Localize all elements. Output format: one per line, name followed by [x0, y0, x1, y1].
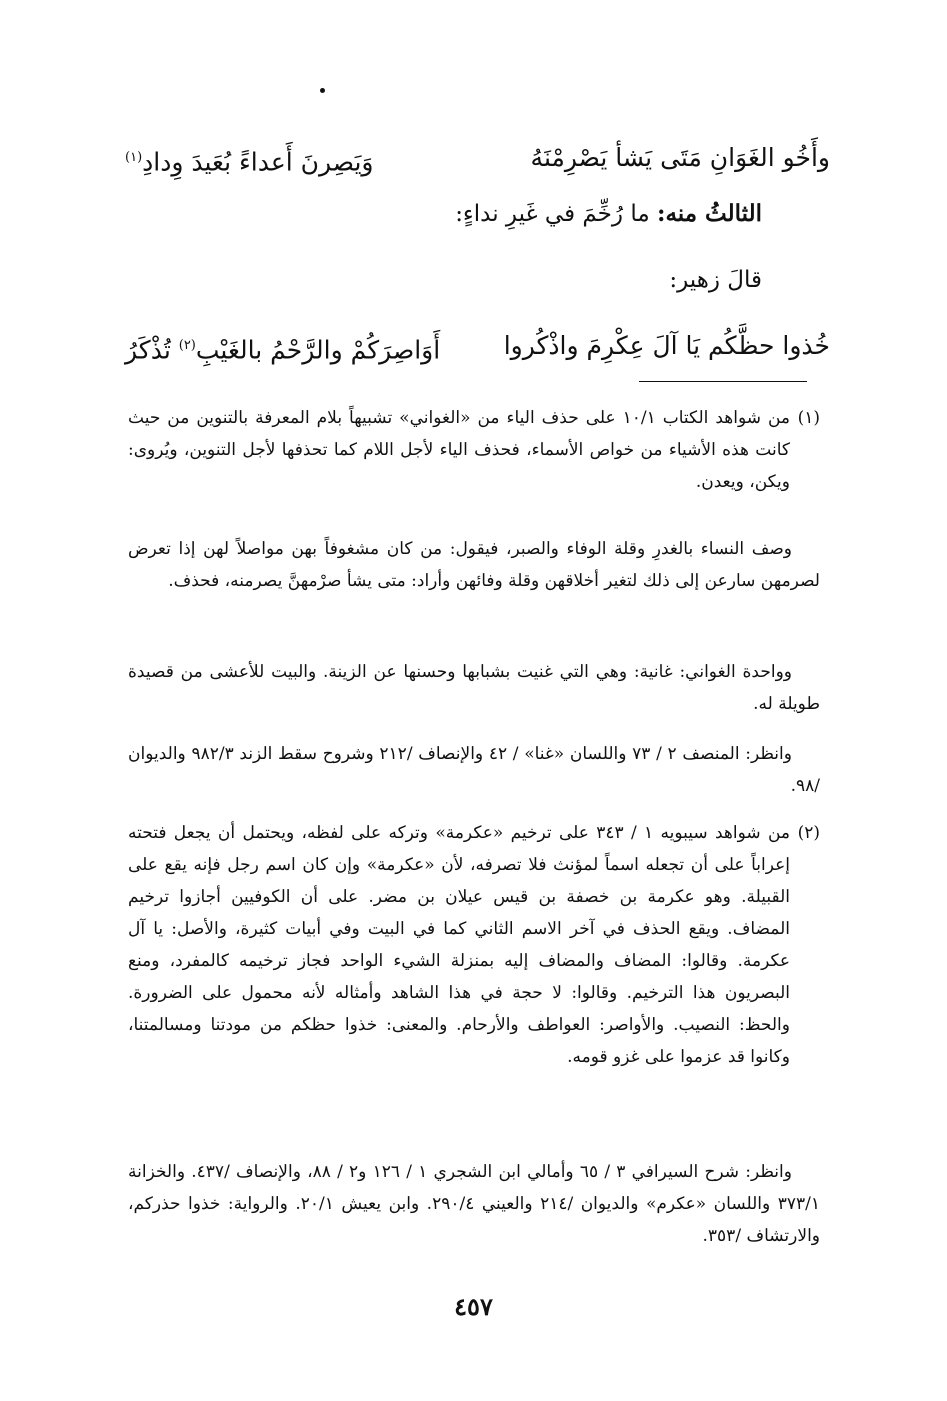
verse-1-second-hemistich: [125, 138, 374, 182]
verse-1-first-hemistich: [531, 138, 830, 178]
footnote-1-text: من شواهد الكتاب ١٠/١ على حذف الياء من «الغواني» تشبيهاً بلام المعرفة بالتنوين من حيث كانت هذه الأشياء من خواص الأسماء، فحذف الياء لأجل اللام كما تحذفها لأجل التنوين، ويُروى: ويكن، ويعدن.: [128, 408, 790, 492]
footnote-separator: [639, 381, 807, 382]
footnote-1: [128, 402, 820, 498]
zuhair-intro-text: قالَ زهير:: [669, 267, 762, 293]
footnote-1-paragraph-meaning: [128, 533, 820, 597]
footnote-1-references-text: وانظر: المنصف ٢ / ٧٣ واللسان «غنا» / ٤٢ والإنصاف /٢١٢ وشروح سقط الزند ٩٨٢/٣ والديوان /٩٨.: [128, 744, 820, 796]
verse-1-first-hemistich-text: وأَخُو الغَوَانِ مَتَى يَشأ يَصْرِمْنَهُ: [530, 143, 830, 172]
footnote-1-body: [128, 402, 820, 498]
zuhair-intro: [669, 262, 762, 298]
footnote-2-references: [128, 1156, 820, 1252]
verse-line-2: [125, 326, 830, 366]
footnote-1-paragraph-vocab: [128, 656, 820, 720]
footnote-1-number: (١): [797, 408, 820, 428]
footnote-2-text: من شواهد سيبويه ١ / ٣٤٣ على ترخيم «عكرمة» وتركه على لفظه، ويحتمل أن يجعل فتحته إعراباً على أن تجعله اسماً لمؤنث فلا تصرفه، لأن «عكرمة» وإن كان اسم رجل فإنه يقع على القبيلة. وهو عكرمة بن خصفة بن قيس عيلان بن مضر. على أن الكوفيين أجازوا ترخيم المضاف. ويقع الحذف في آخر الاسم الثاني كما في البيت وفي أبيات كثيرة، والأصل: يا آل عكرمة. وقالوا: المضاف والمضاف إليه بمنزلة الشيء الواحد فجاز ترخيمه كالمفرد، ومنع البصريون هذا الترخيم. وقالوا: لا حجة في هذا الشاهد وأمثاله لأنه محمول على الضرورة. والحظ: النصيب. والأواصر: العواطف والأرحام. والمعنى: خذوا حظكم من مودتنا ومسالمتنا، وكانوا قد عزموا على غزو قومه.: [128, 823, 790, 1067]
page-number: ٤٥٧: [454, 1292, 493, 1321]
ink-dot: [320, 88, 325, 93]
verse-2-first-hemistich: [504, 326, 830, 366]
verse-2-second-hemistich-text: أَوَاصِرَكُمْ والرَّحْمُ بالغَيْبِ: [195, 335, 441, 365]
footnote-2-body: [128, 817, 820, 1073]
footnote-1-paragraph-meaning-text: وصف النساء بالغدرِ وقلة الوفاء والصبر، فيقول: من كان مشغوفاً بهن مواصلاً لهن إذا تعرض لصرمهن سارعن إلى ذلك لتغير أخلاقهن وقلة وفائهن وأراد: متى يشأ صرْمهنَّ يصرمنه، فحذف.: [128, 539, 820, 591]
footnote-1-references: [128, 738, 820, 802]
verse-line-1: [125, 138, 830, 178]
section-heading-third: [455, 196, 762, 232]
verse-1-second-hemistich-text: وَيَصِرنَ أَعداءً بُعَيدَ وِدادِ: [142, 147, 374, 177]
footnote-2-references-text: وانظر: شرح السيرافي ٣ / ٦٥ وأمالي ابن الشجري ١ / ١٢٦ و٢ / ٨٨، والإنصاف /٤٣٧. والخزانة ٣٧٣/١ واللسان «عكرم» والديوان /٢١٤ والعيني ٢٩٠/٤. وابن يعيش ٢٠/١. والرواية: خذوا حذركم، والارتشاف /٣٥٣.: [128, 1162, 820, 1246]
footnote-marker-1: (١): [125, 150, 143, 165]
footnote-2-number: (٢): [797, 823, 820, 843]
footnote-marker-2: (٢): [178, 338, 196, 353]
footnote-1-paragraph-vocab-text: وواحدة الغواني: غانية: وهي التي غنيت بشبابها وحسنها عن الزينة. والبيت للأعشى من قصيدة طويلة له.: [128, 662, 820, 714]
heading-label: الثالثُ منه:: [656, 200, 762, 227]
heading-text: ما رُخِّمَ في غَيرِ نداءٍ:: [455, 201, 650, 227]
footnote-2: [128, 817, 820, 1073]
verse-2-second-hemistich: [125, 326, 440, 370]
verse-2-tail: تُذْكَرُ: [125, 335, 171, 365]
verse-2-first-hemistich-text: خُذوا حظَّكُم يَا آلَ عِكْرِمَ واذْكُروا: [503, 331, 830, 360]
